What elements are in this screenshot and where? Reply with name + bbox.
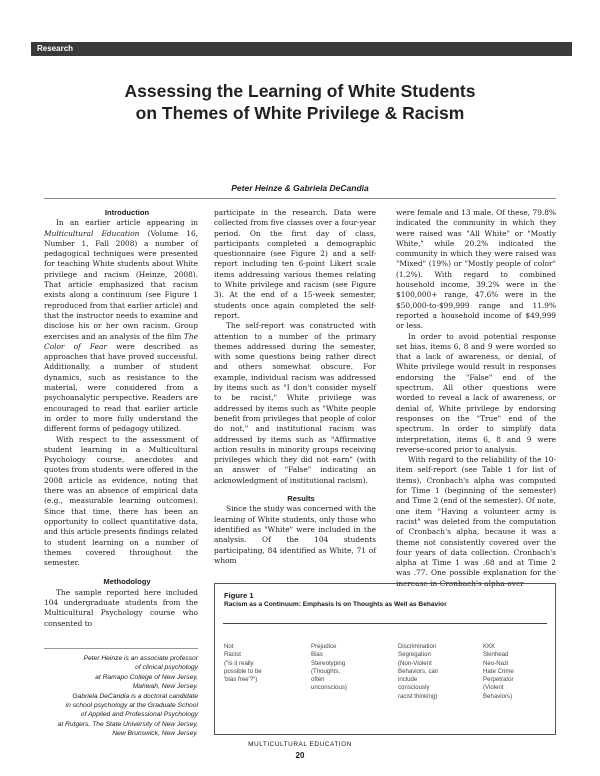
continuum-text: possible to be	[224, 667, 262, 675]
note-line: at Ramapo College of New Jersey,	[95, 673, 198, 681]
continuum-text: Racist	[224, 651, 241, 659]
intro-paragraph-1	[44, 218, 198, 434]
continuum-text: consciously	[398, 684, 430, 692]
note-line: of clinical psychology	[135, 664, 198, 672]
section-label: Research	[37, 44, 74, 53]
reliability-paragraph: With regard to the reliability of the 10-item self-report (see Table 1 for list of items), Cronbach's alpha was computed for Time 1 (beginning of the semester) and Time 2 (end of the semester). Of note, one item "Having a volunteer army is racist" was deleted from the computation of Cronbach's alpha, because it was a theme not consistently covered over the four years of data collection. Cronbach's alpha at Time 1 was .68 and at Time 2 was .77. One possible explanation for the increase in Cronbach's alpha over	[396, 455, 556, 588]
continuum-text: unconscious)	[311, 684, 347, 692]
journal-title: Multicultural Education	[44, 228, 140, 238]
title-line-1: Assessing the Learning of White Students	[124, 81, 476, 101]
note-line: Gabriela DeCandia is a doctoral candidate	[72, 692, 198, 700]
continuum-text: Neo-Nazi	[483, 659, 509, 667]
continuum-text: Skinhead	[483, 651, 509, 659]
text-run: (Volume 16, Number 1, Fall 2008) a number of pedagogical techniques were presented for teaching White students about White privilege and racism (Heinze, 2008). That article emphasized that racism exists along a continuum (see Figure 1 reproduced from that earlier article) and that the instructor needs to examine and disclose his or her own racism. Group exercises and an analysis of the film	[44, 228, 198, 341]
title-rule	[44, 198, 556, 199]
text-run: were described as approaches that have proved successful. Additionally, a number of student dynamics, such as resistance to the material, were considered from a psychoanalytic perspective. Readers are encouraged to read that earlier article in order to more fully understand the different forms of pedagogy utilized.	[44, 341, 199, 434]
continuum-text: (Thoughts,	[311, 667, 341, 675]
heading-methodology: Methodology	[103, 577, 151, 587]
title-line-2: on Themes of White Privilege & Racism	[135, 103, 465, 123]
continuum-text: ("is it really	[224, 659, 254, 667]
results-continued: were female and 13 male. Of these, 79.8% indicated the community in which they were raised was "All White" or "Mostly White," while 20.2% indicated the community in which they were raised was "Mixed" (19%) or "Mostly people of color" (1.2%). With regard to combined household income, 39.2% were in the $100,000+ range, 47.6% were in the $50,000-to-$99,999 range and 11.9% reported a household income of $49,999 or less.	[396, 208, 556, 331]
continuum-discrimination	[398, 643, 438, 701]
continuum-text: Bias	[311, 651, 323, 659]
note-line: New Brunswick, New Jersey.	[112, 730, 198, 738]
note-line: Peter Heinze is an associate professor	[83, 655, 198, 662]
journal-footer: MULTICULTURAL EDUCATION	[248, 741, 352, 748]
author-note	[44, 654, 198, 739]
section-band	[31, 42, 572, 56]
continuum-text: Stereotyping	[311, 659, 346, 667]
continuum-text: (Non-Violent	[398, 659, 432, 667]
continuum-text: include	[398, 676, 418, 684]
note-line: Mahwah, New Jersey.	[132, 683, 198, 691]
column-3	[396, 208, 556, 589]
figure-caption: Racism as a Continuum: Emphasis Is on Thoughts as Well as Behavior	[224, 601, 447, 608]
continuum-text: Behaviors)	[483, 692, 513, 700]
response-bias-paragraph: In order to avoid potential response set bias, items 6, 8 and 9 were worded so that a lack of awareness, or denial, of White privilege would result in responses endorsing the "False" end of the spectrum. All other questions were worded to reveal a lack of awareness, or denial of, White privilege by endorsing responses on the "True" end of the spectrum. In order to simplify data interpretation, items 6, 8 and 9 were reverse-scored prior to analysis.	[396, 331, 556, 454]
authors: Peter Heinze & Gabriela DeCandia	[231, 183, 369, 193]
film-title: The Color of Fear	[44, 331, 198, 351]
continuum-text: Not	[224, 643, 234, 650]
continuum-text: KKK	[483, 643, 496, 650]
continuum-text: Discrimination	[398, 643, 437, 650]
continuum-kkk	[483, 643, 514, 701]
continuum-line	[223, 623, 547, 624]
continuum-text: (Violent	[483, 684, 504, 692]
continuum-text: racist thinking)	[398, 692, 438, 700]
methodology-continued: participate in the research. Data were collected from five classes over a four-year period. On the first day of class, participants completed a demographic questionnaire (see Figure 2) and a self-report including ten 6-point Likert scale items addressing various themes relating to White privilege and racism (see Figure 3). At the end of a 15-week semester, students once again completed the self-report.	[214, 208, 376, 320]
intro-paragraph-2: With respect to the assessment of student learning in a Multicultural Psychology course, anecdotes and quotes from students were offered in the 2008 article as evidence, noting that there was an absence of empirical data (e.g., measurable learning outcomes). Since that time, there has been an opportunity to collect quantitative data, and this article presents findings related to student learning on a number of themes covered throughout the semester.	[44, 434, 198, 568]
column-1	[44, 208, 198, 629]
continuum-text: Prejudice	[311, 643, 337, 650]
methodology-paragraph: The sample reported here included 104 undergraduate students from the Multicultural Psychology course who consented to	[44, 587, 198, 628]
continuum-text: Segregation	[398, 651, 431, 659]
heading-results: Results	[287, 494, 315, 504]
figure-1	[214, 583, 556, 735]
selfreport-paragraph: The self-report was constructed with attention to a number of the primary themes addressed during the semester, with some questions being rather direct and others somewhat obscure. For example, individual racism was addressed by items such as "I don't consider myself to be racist," White privilege was addressed by items such as "White people benefit from privileges that people of color do not," and institutional racism was addressed by items such as "Affirmative action results in minority groups receiving privileges which they did not earn" (with an answer of "False" indicating an acknowledgment of institutional racism).	[214, 321, 376, 485]
continuum-text: Perpetrator	[483, 676, 514, 684]
continuum-prejudice	[311, 643, 347, 693]
column-2	[214, 208, 376, 566]
figure-label: Figure 1	[224, 591, 254, 600]
heading-introduction: Introduction	[104, 208, 150, 217]
continuum-text: often	[311, 676, 325, 684]
continuum-text: 'bias free'?")	[224, 676, 258, 684]
note-line: at Rutgers, The State University of New Jersey,	[57, 720, 198, 728]
results-paragraph: Since the study was concerned with the learning of White students, only those who identified as "White" were included in the analysis. Of the 104 students participating, 84 identified as White, 71 of whom	[214, 504, 376, 565]
article-title	[60, 80, 540, 124]
continuum-text: Hate Crime	[483, 667, 514, 675]
continuum-text: Behaviors, can	[398, 667, 439, 675]
page-number: 20	[295, 751, 305, 760]
continuum-not-racist	[224, 643, 262, 684]
note-line: in school psychology at the Graduate School	[65, 702, 198, 710]
note-line: of Applied and Professional Psychology	[80, 711, 198, 719]
text-run: In an earlier article appearing in	[56, 218, 198, 228]
note-rule	[44, 648, 198, 649]
